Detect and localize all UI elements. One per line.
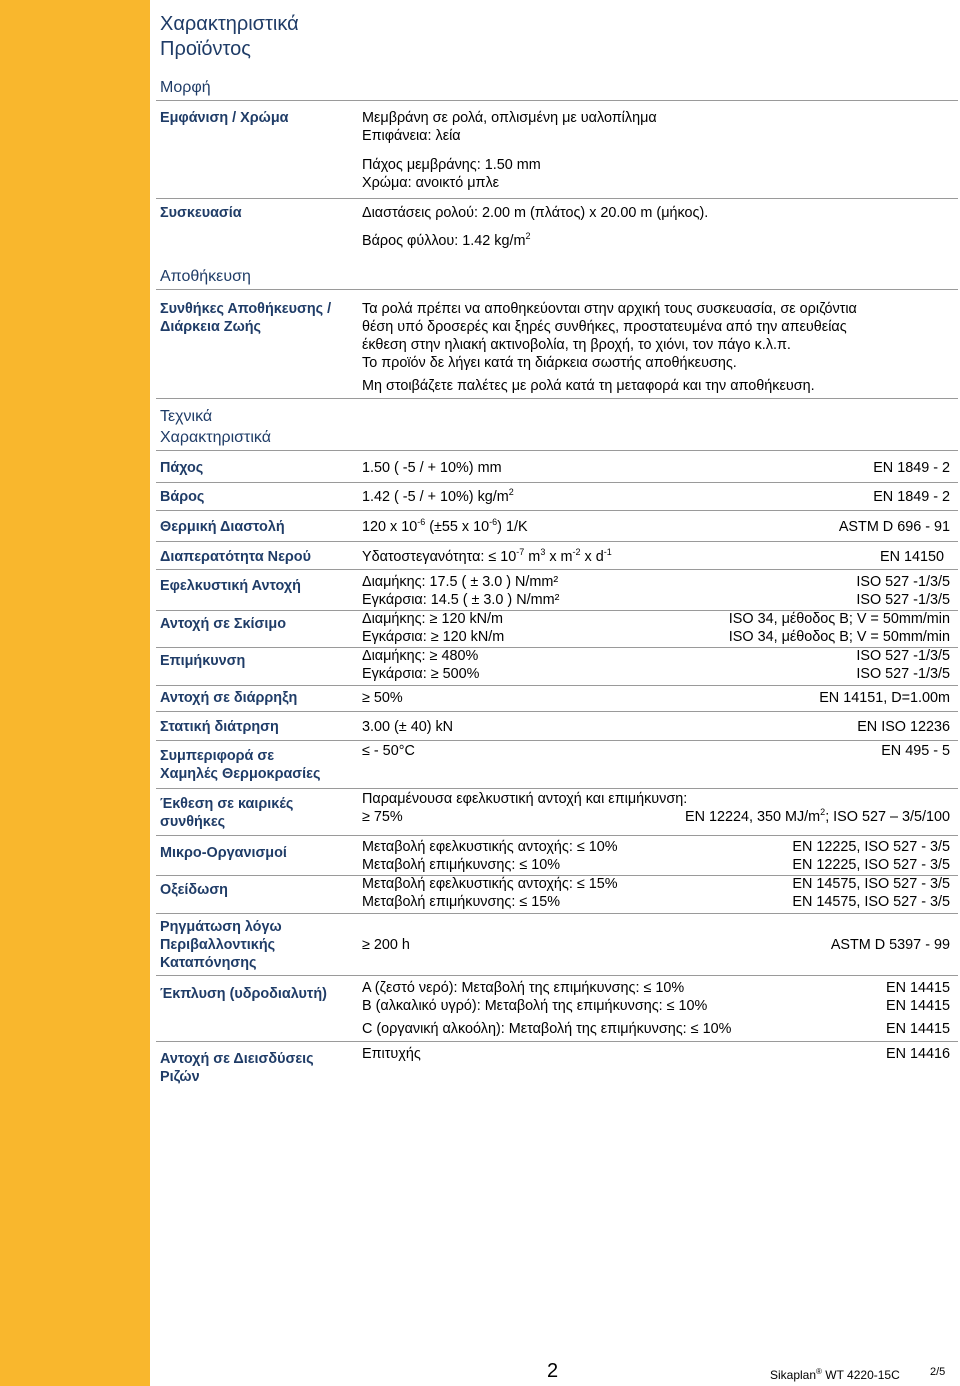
oxidation-line: Μεταβολή εφελκυστικής αντοχής: ≤ 15% xyxy=(362,876,618,892)
tensile-standard: ISO 527 -1/3/5 xyxy=(856,592,950,608)
tear-line: Διαμήκης: ≥ 120 kN/m xyxy=(362,611,504,627)
cold-value: ≤ - 50°C xyxy=(362,743,415,759)
technical-heading-line2: Χαρακτηριστικά xyxy=(160,429,271,446)
cold-label-line2: Χαμηλές Θερμοκρασίες xyxy=(160,766,321,782)
divider xyxy=(156,398,958,399)
divider xyxy=(156,289,958,290)
leaching-line: C (οργανική αλκοόλη): Μεταβολή της επιμήκυνσης: ≤ 10% xyxy=(362,1021,732,1037)
tear-standard: ISO 34, μέθοδος B; V = 50mm/min xyxy=(728,611,950,627)
roots-value: Επιτυχής xyxy=(362,1046,421,1062)
roots-label-line2: Ριζών xyxy=(160,1069,200,1085)
divider xyxy=(156,975,958,976)
elongation-standard: ISO 527 -1/3/5 xyxy=(856,666,950,682)
tear-label: Αντοχή σε Σκίσιμο xyxy=(160,616,286,632)
divider xyxy=(156,510,958,511)
stress-crack-standard: ASTM D 5397 - 99 xyxy=(830,937,950,953)
weathering-label-line2: συνθήκες xyxy=(160,814,226,830)
thermal-label: Θερμική Διαστολή xyxy=(160,519,285,535)
micro-line: Μεταβολή εφελκυστικής αντοχής: ≤ 10% xyxy=(362,839,618,855)
leaching-line: A (ζεστό νερό): Μεταβολή της επιμήκυνσης: ≤ 10% xyxy=(362,980,685,996)
weathering-standard: EN 12224, 350 $MJ/m^2$; ISO 527 – 3/5/100 xyxy=(684,807,950,825)
oxidation-label: Οξείδωση xyxy=(160,882,228,898)
elongation-label: Επιμήκυνση xyxy=(160,653,246,669)
divider xyxy=(156,198,958,199)
storage-line: έκθεση στην ηλιακή ακτινοβολία, τη βροχή, το χιόνι, τον πάγο κ.λ.π. xyxy=(362,337,791,353)
stress-crack-label-line3: Καταπόνησης xyxy=(160,955,257,971)
weight-label: Βάρος xyxy=(160,489,205,505)
elongation-line: Διαμήκης: ≥ 480% xyxy=(362,648,479,664)
tensile-label: Εφελκυστική Αντοχή xyxy=(160,578,301,594)
section-title-line2: Προϊόντος xyxy=(160,38,251,60)
tensile-line: Διαμήκης: 17.5 ( ± 3.0 ) N/mm² xyxy=(362,574,559,590)
divider xyxy=(156,711,958,712)
divider xyxy=(156,450,958,451)
cold-standard: EN 495 - 5 xyxy=(881,743,950,759)
appearance-line: Χρώμα: ανοικτό μπλε xyxy=(362,175,500,191)
storage-line: Το προϊόν δε λήγει κατά τη διάρκεια σωστής αποθήκευσης. xyxy=(362,355,737,371)
burst-label: Αντοχή σε διάρρηξη xyxy=(160,690,298,706)
appearance-label: Εμφάνιση / Χρώμα xyxy=(160,110,289,126)
appearance-line: Μεμβράνη σε ρολά, οπλισμένη με υαλοπίλημα xyxy=(362,110,657,126)
appearance-line: Επιφάνεια: λεία xyxy=(362,128,461,144)
oxidation-line: Μεταβολή επιμήκυνσης: ≤ 15% xyxy=(362,894,561,910)
roots-label-line1: Αντοχή σε Διεισδύσεις xyxy=(160,1051,314,1067)
divider xyxy=(156,740,958,741)
storage-line: Μη στοιβάζετε παλέτες με ρολά κατά τη μεταφορά και την αποθήκευση. xyxy=(362,378,815,394)
tear-standard: ISO 34, μέθοδος B; V = 50mm/min xyxy=(728,629,950,645)
packaging-line: Διαστάσεις ρολού: 2.00 m (πλάτος) x 20.00 m (μήκος). xyxy=(362,205,709,221)
cold-label-line1: Συμπεριφορά σε xyxy=(160,748,275,764)
micro-label: Μικρο-Οργανισμοί xyxy=(160,845,287,861)
divider xyxy=(156,647,958,648)
storage-label-line1: Συνθήκες Αποθήκευσης / xyxy=(160,301,332,317)
micro-line: Μεταβολή επιμήκυνσης: ≤ 10% xyxy=(362,857,561,873)
divider xyxy=(156,541,958,542)
micro-standard: EN 12225, ISO 527 - 3/5 xyxy=(792,839,950,855)
thickness-label: Πάχος xyxy=(160,460,204,476)
leaching-standard: EN 14415 xyxy=(885,980,950,996)
stress-crack-label-line2: Περιβαλλοντικής xyxy=(160,937,276,953)
page-count: 2/5 xyxy=(930,1366,946,1378)
weathering-value: ≥ 75% xyxy=(362,809,403,825)
divider xyxy=(156,913,958,914)
leaching-standard: EN 14415 xyxy=(885,998,950,1014)
divider xyxy=(156,788,958,789)
appearance-line: Πάχος μεμβράνης: 1.50 mm xyxy=(362,157,541,173)
morfi-heading: Μορφή xyxy=(160,79,211,96)
leaching-label: Έκπλυση (υδροδιαλυτή) xyxy=(160,986,327,1002)
roots-standard: EN 14416 xyxy=(885,1046,950,1062)
tensile-standard: ISO 527 -1/3/5 xyxy=(856,574,950,590)
burst-standard: EN 14151, D=1.00m xyxy=(819,690,950,706)
tear-line: Εγκάρσια: ≥ 120 kN/m xyxy=(362,629,505,645)
oxidation-standard: EN 14575, ISO 527 - 3/5 xyxy=(792,894,950,910)
elongation-standard: ISO 527 -1/3/5 xyxy=(856,648,950,664)
water-label: Διαπερατότητα Νερού xyxy=(160,549,311,565)
thermal-value: 120 x $10^{-6}$ (±55 x $10^{-6}$) 1/K xyxy=(362,517,528,535)
tensile-line: Εγκάρσια: 14.5 ( ± 3.0 ) N/mm² xyxy=(362,592,560,608)
storage-line: Τα ρολά πρέπει να αποθηκεύονται στην αρχική τους συσκευασία, σε οριζόντια xyxy=(362,301,857,317)
side-color-band xyxy=(0,0,150,1386)
weight-value: 1.42 ( -5 / + 10%) $kg/m^2$ xyxy=(362,487,514,505)
packaging-label: Συσκευασία xyxy=(160,205,242,221)
puncture-value: 3.00 (± 40) kN xyxy=(362,719,454,735)
thickness-standard: EN 1849 - 2 xyxy=(873,460,950,476)
puncture-label: Στατική διάτρηση xyxy=(160,719,279,735)
leaching-standard: EN 14415 xyxy=(885,1021,950,1037)
divider xyxy=(156,1041,958,1042)
storage-heading: Αποθήκευση xyxy=(160,268,251,285)
burst-value: ≥ 50% xyxy=(362,690,403,706)
stress-crack-value: ≥ 200 h xyxy=(362,937,410,953)
stress-crack-label-line1: Ρηγμάτωση λόγω xyxy=(160,919,282,935)
divider xyxy=(156,835,958,836)
micro-standard: EN 12225, ISO 527 - 3/5 xyxy=(792,857,950,873)
thermal-standard: ASTM D 696 - 91 xyxy=(838,519,950,535)
weight-standard: EN 1849 - 2 xyxy=(873,489,950,505)
divider xyxy=(156,482,958,483)
thickness-value: 1.50 ( -5 / + 10%) mm xyxy=(362,460,502,476)
weathering-label-line1: Έκθεση σε καιρικές xyxy=(160,796,294,812)
divider xyxy=(156,100,958,101)
puncture-standard: EN ISO 12236 xyxy=(857,719,950,735)
packaging-line: Βάρος φύλλου: 1.42 $kg/m^2$ xyxy=(362,231,531,249)
water-standard: EN 14150 xyxy=(879,549,944,565)
weathering-line: Παραμένουσα εφελκυστική αντοχή και επιμήκυνση: xyxy=(362,791,688,807)
elongation-line: Εγκάρσια: ≥ 500% xyxy=(362,666,480,682)
leaching-line: B (αλκαλικό υγρό): Μεταβολή της επιμήκυνσης: ≤ 10% xyxy=(362,998,708,1014)
divider xyxy=(156,569,958,570)
storage-line: θέση υπό δροσερές και ξηρές συνθήκες, προστατευμένα από την απευθείας xyxy=(362,319,847,335)
storage-label-line2: Διάρκεια Ζωής xyxy=(160,319,262,335)
product-name: Sikaplan® WT 4220-15C xyxy=(770,1367,900,1382)
divider xyxy=(156,685,958,686)
technical-heading-line1: Τεχνικά xyxy=(160,408,213,425)
page-number: 2 xyxy=(547,1360,559,1382)
water-value: Υδατοστεγανότητα: ≤ $10^{-7}$ $m^3$ x $m^{-2}$ x $d^{-1}$ xyxy=(362,547,612,565)
section-title-line1: Χαρακτηριστικά xyxy=(160,13,299,35)
oxidation-standard: EN 14575, ISO 527 - 3/5 xyxy=(792,876,950,892)
